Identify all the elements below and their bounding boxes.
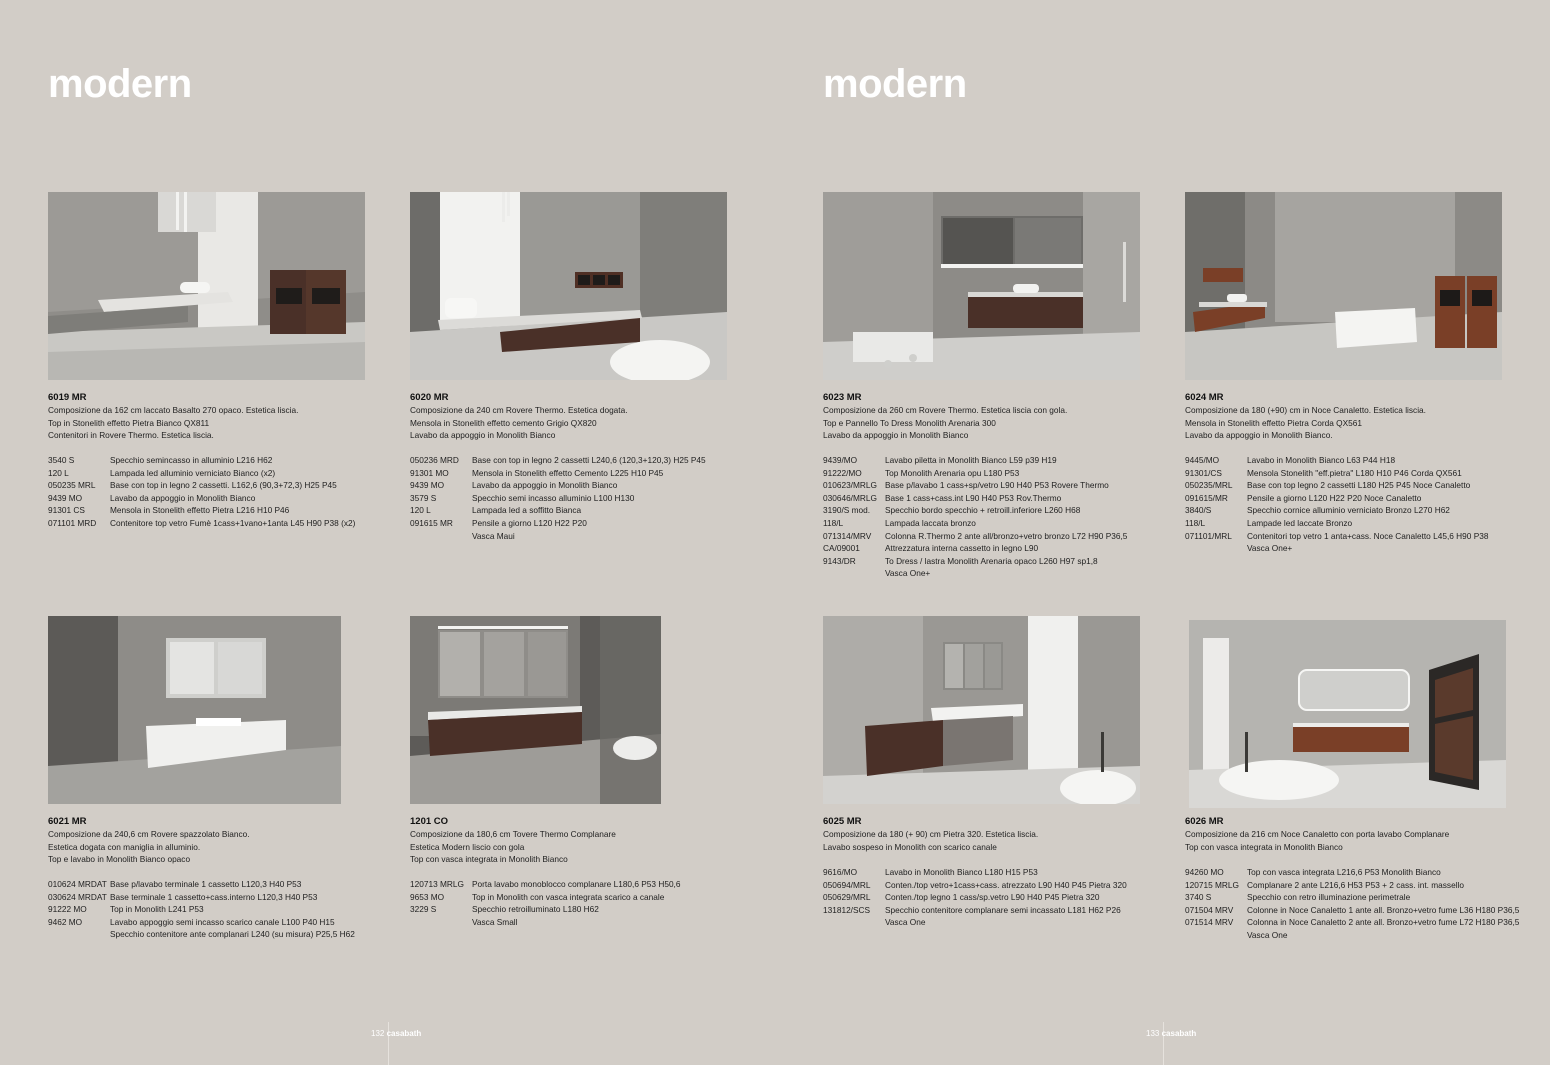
part-code <box>823 916 885 929</box>
part-row <box>48 467 355 480</box>
brand-label: casabath <box>386 1029 422 1038</box>
part-code: 120 L <box>48 467 69 478</box>
part-row <box>1185 530 1488 543</box>
product-code-6020-mr: 6020 MR <box>410 392 449 403</box>
part-code: 050694/MRL <box>823 879 871 890</box>
part-row <box>823 492 1127 505</box>
part-row <box>410 517 706 530</box>
part-code: 120 L <box>410 505 431 516</box>
part-row <box>1185 479 1488 492</box>
part-row <box>1185 542 1488 555</box>
description-line: Top e Pannello To Dress Monolith Arenaria 300 <box>823 417 996 428</box>
part-description: To Dress / lastra Monolith Arenaria opaco L260 H97 sp1,8 <box>885 555 1098 566</box>
product-description-6023-mr <box>823 404 1067 442</box>
product-code-6023-mr: 6023 MR <box>823 392 862 403</box>
part-row <box>823 904 1127 917</box>
folio-left <box>371 1029 421 1038</box>
part-description: Complanare 2 ante L216,6 H53 P53 + 2 cass. int. massello <box>1247 879 1464 890</box>
part-row <box>823 916 1127 929</box>
page-number: 132 <box>371 1029 385 1038</box>
part-code: 91222/MO <box>823 467 862 478</box>
part-row <box>48 916 355 929</box>
photo-6026-mr <box>1189 620 1506 808</box>
description-line: Lavabo da appoggio in Monolith Bianco <box>410 430 556 441</box>
part-description: Contenitori top vetro 1 anta+cass. Noce Canaletto L45,6 H90 P38 <box>1247 530 1489 541</box>
part-description: Contenitore top vetro Fumè 1cass+1vano+1anta L45 H90 P38 (x2) <box>110 517 356 528</box>
page-title-right: modern <box>823 62 967 106</box>
part-description: Top in Monolith L241 P53 <box>110 904 204 915</box>
part-row <box>48 903 355 916</box>
part-code: 131812/SCS <box>823 904 871 915</box>
part-row <box>823 517 1127 530</box>
part-row <box>1185 467 1488 480</box>
part-description: Colonne in Noce Canaletto 1 ante all. Bronzo+vetro fume L36 H180 P36,5 <box>1247 904 1520 915</box>
part-row <box>410 467 706 480</box>
part-description: Vasca Maui <box>472 530 515 541</box>
part-row <box>48 479 355 492</box>
photo-6021-mr <box>48 616 341 804</box>
description-line: Top con vasca integrata in Monolith Bianco <box>1185 841 1343 852</box>
part-row <box>410 878 680 891</box>
product-description-6025-mr <box>823 828 1038 853</box>
part-description: Base con top in legno 2 cassetti L240,6 (120,3+120,3) H25 P45 <box>472 455 706 465</box>
part-code: 3540 S <box>48 455 75 465</box>
part-code <box>48 928 110 941</box>
photo-6019-mr <box>48 192 365 380</box>
part-description: Specchio bordo specchio + retroill.inferiore L260 H68 <box>885 505 1081 516</box>
part-description: Specchio semincasso in alluminio L216 H62 <box>110 455 273 465</box>
description-line: Contenitori in Rovere Thermo. Estetica liscia. <box>48 430 214 441</box>
product-code-6021-mr: 6021 MR <box>48 816 87 827</box>
part-row <box>410 916 680 929</box>
parts-list-6025-mr <box>823 866 1127 929</box>
photo-6024-mr <box>1185 192 1502 380</box>
product-code-6025-mr: 6025 MR <box>823 816 862 827</box>
part-row <box>48 878 355 891</box>
part-description: Vasca One <box>1247 929 1288 940</box>
part-description: Top in Monolith con vasca integrata scarico a canale <box>472 891 665 902</box>
part-code: 9439/MO <box>823 455 858 465</box>
description-line: Lavabo da appoggio in Monolith Bianco. <box>1185 430 1333 441</box>
description-line: Mensola in Stonelith effetto Pietra Corda QX561 <box>1185 417 1362 428</box>
part-code: 3740 S <box>1185 892 1212 903</box>
parts-list-6026-mr <box>1185 866 1519 942</box>
part-code: 9439 MO <box>410 480 445 491</box>
description-line: Composizione da 180 (+90) cm in Noce Canaletto. Estetica liscia. <box>1185 405 1426 415</box>
part-description: Base terminale 1 cassetto+cass.interno L120,3 H40 P53 <box>110 891 318 902</box>
part-code: 91222 MO <box>48 904 87 915</box>
description-line: Top e lavabo in Monolith Bianco opaco <box>48 854 191 865</box>
description-line: Composizione da 180 (+ 90) cm Pietra 320. Estetica liscia. <box>823 829 1039 839</box>
part-description: Specchio retroilluminato L180 H62 <box>472 904 599 915</box>
part-row <box>823 891 1127 904</box>
part-row <box>48 454 355 467</box>
part-row <box>823 567 1127 580</box>
parts-list-1201-co <box>410 878 680 928</box>
description-line: Top in Stonelith effetto Pietra Bianco QX811 <box>48 417 210 428</box>
part-code: 91301/CS <box>1185 467 1222 478</box>
product-code-6019-mr: 6019 MR <box>48 392 87 403</box>
part-code: 3840/S <box>1185 505 1212 516</box>
part-description: Specchio cornice alluminio verniciato Bronzo L270 H62 <box>1247 505 1450 516</box>
part-code: 9439 MO <box>48 492 83 503</box>
product-description-6019-mr <box>48 404 298 442</box>
part-code: 120713 MRLG <box>410 879 464 889</box>
description-line: Mensola in Stonelith effetto cemento Grigio QX820 <box>410 417 597 428</box>
part-description: Top Monolith Arenaria opu L180 P53 <box>885 467 1020 478</box>
part-row <box>48 504 355 517</box>
part-description: Lampade led laccate Bronzo <box>1247 517 1353 528</box>
part-row <box>1185 891 1519 904</box>
product-description-6020-mr <box>410 404 628 442</box>
product-code-6026-mr: 6026 MR <box>1185 816 1224 827</box>
part-code: 071101/MRL <box>1185 530 1232 541</box>
description-line: Composizione da 162 cm laccato Basalto 270 opaco. Estetica liscia. <box>48 405 299 415</box>
parts-list-6020-mr <box>410 454 706 542</box>
part-code: 3579 S <box>410 492 437 503</box>
part-code: 071314/MRV <box>823 530 872 541</box>
part-code: 071101 MRD <box>48 517 97 528</box>
part-row <box>1185 916 1519 929</box>
part-description: Lampada led alluminio verniciato Bianco (x2) <box>110 467 276 478</box>
part-row <box>823 879 1127 892</box>
part-row <box>823 479 1127 492</box>
folio-right <box>1146 1029 1196 1038</box>
part-code <box>410 916 472 929</box>
part-row <box>1185 879 1519 892</box>
part-code: 010623/MRLG <box>823 480 877 491</box>
part-code: 050235/MRL <box>1185 480 1233 491</box>
part-row <box>1185 929 1519 942</box>
part-code: 120715 MRLG <box>1185 879 1239 890</box>
part-row <box>48 891 355 904</box>
part-description: Pensile a giorno L120 H22 P20 <box>472 517 587 528</box>
part-code: 050235 MRL <box>48 480 96 491</box>
part-row <box>48 517 355 530</box>
part-description: Lampada led a soffitto Bianca <box>472 505 582 516</box>
part-row <box>1185 454 1488 467</box>
part-description: Base 1 cass+cass.int L90 H40 P53 Rov.Thermo <box>885 492 1062 503</box>
part-row <box>823 467 1127 480</box>
description-line: Composizione da 240,6 cm Rovere spazzolato Bianco. <box>48 829 250 839</box>
part-description: Pensile a giorno L120 H22 P20 Noce Canaletto <box>1247 492 1422 503</box>
part-row <box>1185 904 1519 917</box>
part-description: Lavabo da appoggio in Monolith Bianco <box>110 492 256 503</box>
product-description-6026-mr <box>1185 828 1449 853</box>
part-description: Colonna R.Thermo 2 ante all/bronzo+vetro bronzo L72 H90 P36,5 <box>885 530 1128 541</box>
page-title-left: modern <box>48 62 192 106</box>
part-description: Specchio contenitore ante complanari L240 (su misura) P25,5 H62 <box>110 929 355 940</box>
part-row <box>823 542 1127 555</box>
photo-6025-mr <box>823 616 1140 804</box>
part-code: 9462 MO <box>48 916 83 927</box>
part-code: 91301 MO <box>410 467 449 478</box>
description-line: Lavabo da appoggio in Monolith Bianco <box>823 430 969 441</box>
description-line: Estetica dogata con maniglia in alluminio. <box>48 841 201 852</box>
part-description: Base con top legno 2 cassetti L180 H25 P45 Noce Canaletto <box>1247 480 1471 491</box>
part-description: Mensola in Stonelith effetto Pietra L216 H10 P46 <box>110 505 290 516</box>
parts-list-6019-mr <box>48 454 355 530</box>
part-code: 050236 MRD <box>410 455 459 465</box>
part-code: 9616/MO <box>823 867 858 877</box>
part-code: 091615/MR <box>1185 492 1228 503</box>
description-line: Composizione da 260 cm Rovere Thermo. Estetica liscia con gola. <box>823 405 1068 415</box>
part-code: 3229 S <box>410 904 437 915</box>
part-row <box>410 903 680 916</box>
part-code <box>410 530 472 543</box>
description-line: Composizione da 240 cm Rovere Thermo. Estetica dogata. <box>410 405 628 415</box>
part-description: Base p/lavabo 1 cass+sp/vetro L90 H40 P53 Rovere Thermo <box>885 480 1109 491</box>
part-code: 030646/MRLG <box>823 492 877 503</box>
part-row <box>410 891 680 904</box>
parts-list-6021-mr <box>48 878 355 941</box>
part-row <box>410 504 706 517</box>
part-description: Specchio con retro illuminazione perimetrale <box>1247 892 1411 903</box>
part-description: Lavabo in Monolith Bianco L180 H15 P53 <box>885 867 1038 877</box>
page-number: 133 <box>1146 1029 1160 1038</box>
part-description: Lavabo appoggio semi incasso scarico canale L100 P40 H15 <box>110 916 335 927</box>
product-description-6024-mr <box>1185 404 1426 442</box>
part-description: Mensola Stonelith "eff.pietra" L180 H10 P46 Corda QX561 <box>1247 467 1462 478</box>
product-code-1201-co: 1201 CO <box>410 816 449 827</box>
photo-6023-mr <box>823 192 1140 380</box>
part-description: Base con top in legno 2 cassetti. L162,6 (90,3+72,3) H25 P45 <box>110 480 337 491</box>
part-code <box>823 567 885 580</box>
product-description-1201-co <box>410 828 616 866</box>
part-description: Conten./top vetro+1cass+cass. atrezzato L90 H40 P45 Pietra 320 <box>885 879 1127 890</box>
part-row <box>1185 504 1488 517</box>
part-row <box>823 555 1127 568</box>
part-row <box>48 928 355 941</box>
part-row <box>1185 517 1488 530</box>
part-row <box>48 492 355 505</box>
part-code: 118/L <box>1185 517 1206 528</box>
part-code <box>1185 542 1247 555</box>
part-code: 091615 MR <box>410 517 453 528</box>
part-description: Lavabo in Monolith Bianco L63 P44 H18 <box>1247 455 1396 465</box>
part-description: Specchio contenitore complanare semi incassato L181 H62 P26 <box>885 904 1121 915</box>
part-code: 9653 MO <box>410 891 445 902</box>
part-description: Vasca Small <box>472 916 518 927</box>
description-line: Estetica Modern liscio con gola <box>410 841 525 852</box>
part-row <box>410 454 706 467</box>
part-row <box>823 530 1127 543</box>
part-code: CA/09001 <box>823 543 860 554</box>
part-description: Lavabo da appoggio in Monolith Bianco <box>472 480 618 491</box>
part-description: Colonna in Noce Canaletto 2 ante all. Bronzo+vetro fume L72 H180 P36,5 <box>1247 917 1520 928</box>
part-code: 94260 MO <box>1185 867 1224 877</box>
part-code: 050629/MRL <box>823 892 871 903</box>
parts-list-6024-mr <box>1185 454 1488 555</box>
part-code: 071514 MRV <box>1185 917 1234 928</box>
part-code: 91301 CS <box>48 505 85 516</box>
description-line: Composizione da 216 cm Noce Canaletto con porta lavabo Complanare <box>1185 829 1450 839</box>
part-code <box>1185 929 1247 942</box>
brand-label: casabath <box>1161 1029 1197 1038</box>
part-row <box>410 479 706 492</box>
description-line: Composizione da 180,6 cm Tovere Thermo Complanare <box>410 829 616 839</box>
part-code: 118/L <box>823 517 844 528</box>
part-description: Base p/lavabo terminale 1 cassetto L120,3 H40 P53 <box>110 879 302 889</box>
part-code: 030624 MRDAT <box>48 891 107 902</box>
description-line: Top con vasca integrata in Monolith Bianco <box>410 854 568 865</box>
part-row <box>410 530 706 543</box>
part-description: Vasca One+ <box>885 568 931 579</box>
product-description-6021-mr <box>48 828 250 866</box>
part-code: 9143/DR <box>823 555 856 566</box>
part-code: 9445/MO <box>1185 455 1220 465</box>
part-description: Vasca One+ <box>1247 543 1293 554</box>
part-description: Lampada laccata bronzo <box>885 517 976 528</box>
part-row <box>823 504 1127 517</box>
part-row <box>1185 866 1519 879</box>
part-row <box>823 454 1127 467</box>
part-description: Mensola in Stonelith effetto Cemento L225 H10 P45 <box>472 467 664 478</box>
part-description: Porta lavabo monoblocco complanare L180,6 P53 H50,6 <box>472 879 681 889</box>
part-description: Conten./top legno 1 cass/sp.vetro L90 H40 P45 Pietra 320 <box>885 892 1100 903</box>
part-row <box>1185 492 1488 505</box>
parts-list-6023-mr <box>823 454 1127 580</box>
photo-1201-co <box>410 616 661 804</box>
part-code: 010624 MRDAT <box>48 879 107 889</box>
part-code: 3190/S mod. <box>823 505 871 516</box>
part-description: Attrezzatura interna cassetto in legno L90 <box>885 543 1039 554</box>
part-code: 071504 MRV <box>1185 904 1234 915</box>
part-description: Vasca One <box>885 917 926 928</box>
part-description: Top con vasca integrata L216,6 P53 Monolith Bianco <box>1247 867 1441 877</box>
part-row <box>410 492 706 505</box>
product-code-6024-mr: 6024 MR <box>1185 392 1224 403</box>
part-description: Lavabo piletta in Monolith Bianco L59 p39 H19 <box>885 455 1057 465</box>
description-line: Lavabo sospeso in Monolith con scarico canale <box>823 841 997 852</box>
part-row <box>823 866 1127 879</box>
part-description: Specchio semi incasso alluminio L100 H130 <box>472 492 635 503</box>
photo-6020-mr <box>410 192 727 380</box>
